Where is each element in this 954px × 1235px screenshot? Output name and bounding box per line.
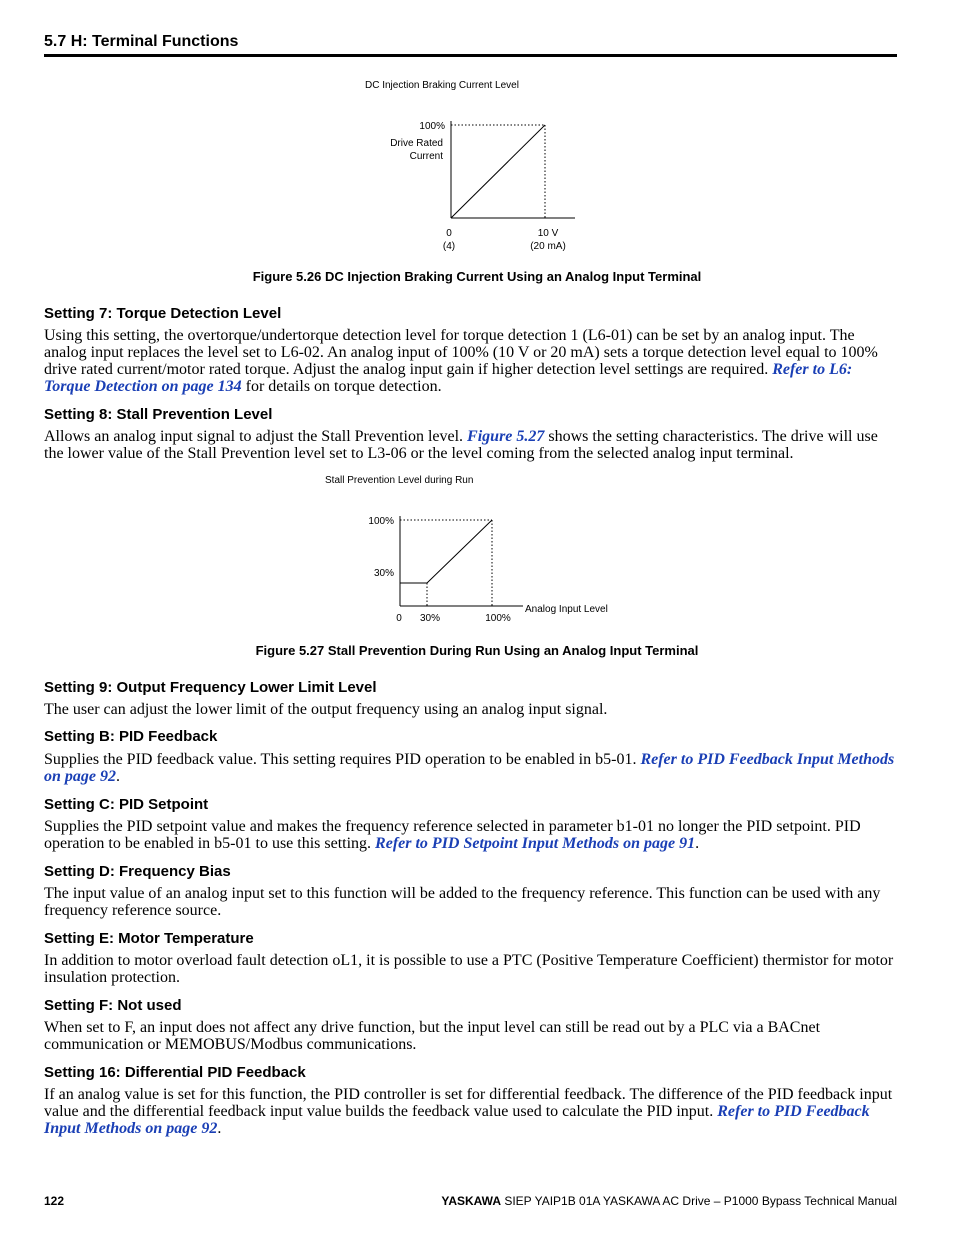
fig527-x-title: Analog Input Level xyxy=(525,604,608,615)
link-l6-torque-detection[interactable]: Refer to L6: Torque Detection on page 134 xyxy=(44,361,853,395)
para-setting-f: When set to F, an input does not affect any drive function, but the input level can still be read out by a PLC via a BACnet communication or MEMOBUS/Modbus communications. xyxy=(44,1019,821,1053)
para-setting-d: The input value of an analog input set to this function will be added to the frequency reference. This function can be used with any frequency reference source. xyxy=(44,885,881,919)
fig527-curve xyxy=(400,520,492,583)
para-setting-8: Allows an analog input signal to adjust the Stall Prevention level. Figure 5.27 shows the setting characteristics. The drive will use the lower value of the Stall Prevention level set to L3-06 or the level coming from the selected analog input terminal. xyxy=(44,428,878,462)
link-pid-setpoint-input-methods[interactable]: Refer to PID Setpoint Input Methods on page 91 xyxy=(375,835,696,852)
figure-5-26-caption: Figure 5.26 DC Injection Braking Current Using an Analog Input Terminal xyxy=(252,269,702,284)
section-header: 5.7 H: Terminal Functions xyxy=(44,33,239,50)
fig526-x-max-2: (20 mA) xyxy=(530,241,566,252)
fig527-y-tick-low: 30% xyxy=(373,568,394,579)
para-setting-c: Supplies the PID setpoint value and makes the frequency reference selected in parameter b1-01 no longer the PID setpoint. PID operation to be enabled in b5-01 to use this setting. Refer to PID Setpoint Input Methods on page 91. xyxy=(44,818,861,852)
footer-doc-title: YASKAWA SIEP YAIP1B 01A YASKAWA AC Drive – P1000 Bypass Technical Manual xyxy=(441,1194,897,1208)
para-setting-16: If an analog value is set for this function, the PID controller is set for differential feedback. The difference of the PID feedback input value and the differential feedback input value builds the feedback value used to calculate the PID input. Refer to PID Feedback Input Methods on page 92. xyxy=(44,1086,893,1137)
link-pid-feedback-input-methods[interactable]: Refer to PID Feedback Input Methods on page 92 xyxy=(44,751,895,785)
fig526-x-origin-2: (4) xyxy=(442,241,456,252)
fig526-x-origin-1: 0 xyxy=(446,228,452,239)
link-figure-5-27[interactable]: Figure 5.27 xyxy=(467,428,545,445)
heading-setting-f: Setting F: Not used xyxy=(44,997,182,1014)
heading-setting-c: Setting C: PID Setpoint xyxy=(44,796,209,813)
para-setting-9: The user can adjust the lower limit of the output frequency using an analog input signal. xyxy=(44,701,608,718)
fig526-x-max-1: 10 V xyxy=(537,228,559,239)
fig527-x-tick-low: 30% xyxy=(419,613,441,624)
link-pid-feedback-input-methods-2[interactable]: Refer to PID Feedback Input Methods on page 92 xyxy=(44,1103,870,1137)
fig526-y-tick-top: 100% xyxy=(419,121,445,132)
fig527-y-tick-top: 100% xyxy=(368,516,394,527)
fig527-x-tick-high: 100% xyxy=(485,613,511,624)
footer-brand: YASKAWA xyxy=(441,1194,501,1208)
page-number: 122 xyxy=(44,1194,65,1208)
para-setting-e: In addition to motor overload fault detection oL1, it is possible to use a PTC (Positive Temperature Coefficient) thermistor for motor insulation protection. xyxy=(44,952,894,986)
heading-setting-7: Setting 7: Torque Detection Level xyxy=(44,305,282,322)
heading-setting-8: Setting 8: Stall Prevention Level xyxy=(44,406,273,423)
fig526-curve xyxy=(451,125,545,218)
heading-setting-16: Setting 16: Differential PID Feedback xyxy=(44,1064,306,1081)
heading-setting-d: Setting D: Frequency Bias xyxy=(44,863,231,880)
fig527-y-title: Stall Prevention Level during Run xyxy=(325,475,474,486)
fig527-x-origin: 0 xyxy=(396,613,402,624)
figure-5-26 xyxy=(350,74,590,259)
figure-5-27 xyxy=(320,470,620,630)
fig526-y-label-1: Drive Rated xyxy=(390,138,443,149)
figure-5-27-caption: Figure 5.27 Stall Prevention During Run Using an Analog Input Terminal xyxy=(255,643,699,658)
section-rule xyxy=(44,54,897,57)
fig526-y-label-2: Current xyxy=(409,151,443,162)
heading-setting-b: Setting B: PID Feedback xyxy=(44,728,218,745)
para-setting-b: Supplies the PID feedback value. This setting requires PID operation to be enabled in b5-01. Refer to PID Feedback Input Methods on page 92. xyxy=(44,751,895,785)
para-setting-7: Using this setting, the overtorque/undertorque detection level for torque detection 1 (L6-01) can be set by an analog input. The analog input replaces the level set to L6-02. An analog input of 100% (10 V or 20 mA) sets a torque detection level equal to 100% drive rated current/motor rated torque. Adjust the analog input gain if higher detection level settings are required. Refer to L6: Torque Detection on page 134 for details on torque detection. xyxy=(44,327,878,395)
heading-setting-9: Setting 9: Output Frequency Lower Limit Level xyxy=(44,679,377,696)
fig526-y-title: DC Injection Braking Current Level xyxy=(365,80,519,91)
heading-setting-e: Setting E: Motor Temperature xyxy=(44,930,254,947)
